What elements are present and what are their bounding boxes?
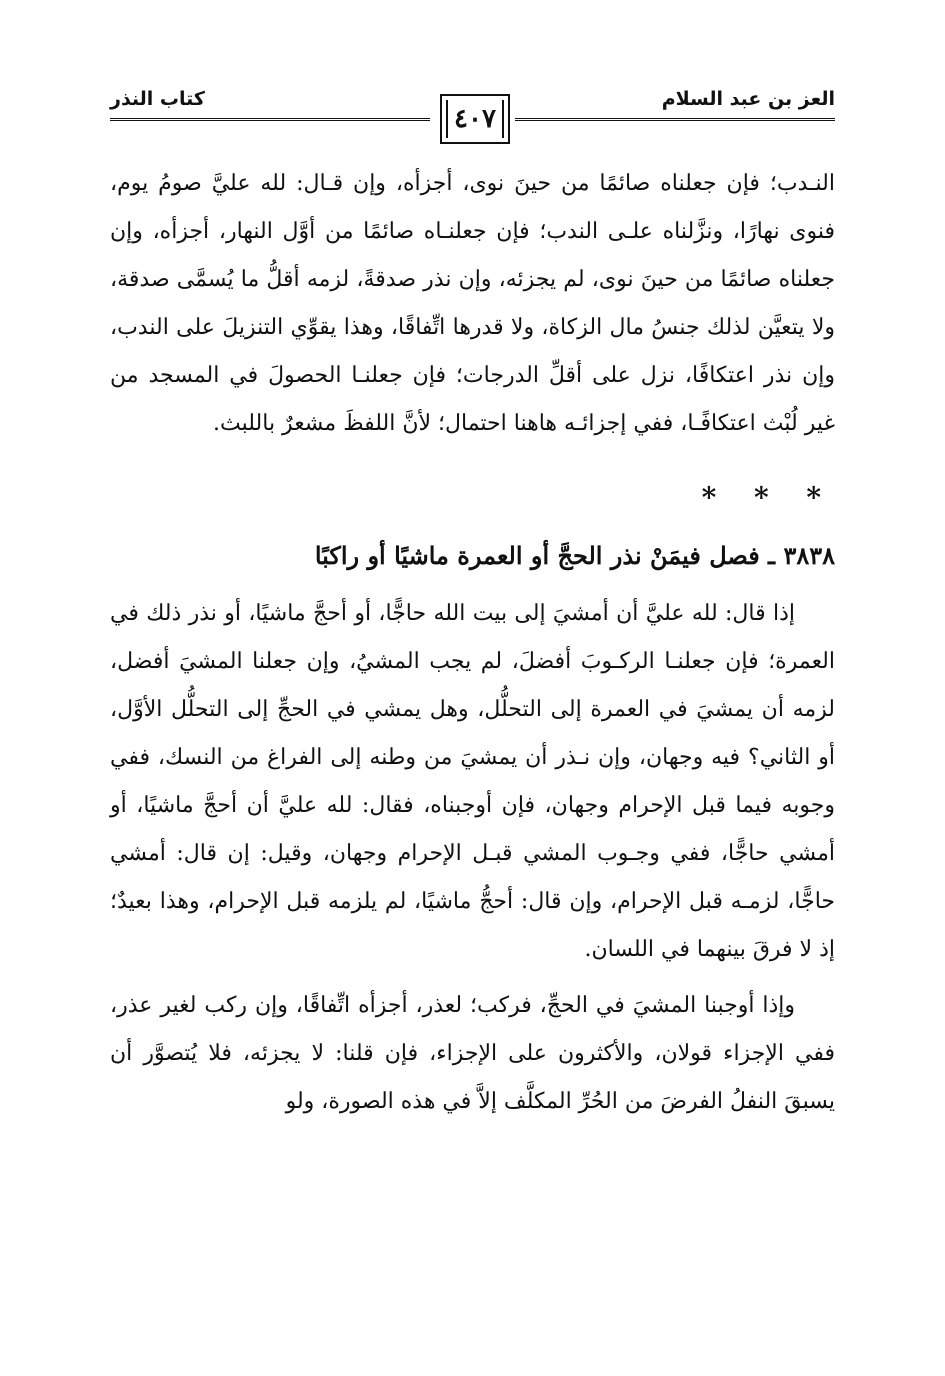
section-separator: * * *	[701, 481, 835, 514]
page-body	[110, 160, 835, 1126]
section-heading: ٣٨٣٨ ـ فصل فيمَنْ نذر الحجَّ أو العمرة ماشيًا أو راكبًا	[314, 541, 835, 570]
page-number: ٤٠٧	[440, 94, 510, 144]
header-author: العز بن عبد السلام	[661, 88, 835, 110]
section-paragraph-1: إذا قال: لله عليَّ أن أمشيَ إلى بيت الله حاجًّا، أو أحجَّ ماشيًا، أو نذر ذلك في العمرة؛ فإن جعلنـا الركـوبَ أفضلَ، لم يجب المشيُ، وإن جعلنا المشيَ أفضل، لزمه أن يمشيَ في العمرة إلى التحلُّل، وهل يمشي في الحجِّ إلى التحلُّل الأوَّل، أو الثاني؟ فيه وجهان، وإن نـذر أن يمشيَ من وطنه إلى الفراغ من النسك، ففي وجوبه فيما قبل الإحرام وجهان، فإن أوجبناه، فقال: لله عليَّ أن أحجَّ ماشيًا، أو أمشي حاجًّا، ففي وجـوب المشي قبـل الإحرام وجهان، وقيل: إن قال: أمشي حاجًّا، لزمـه قبل الإحرام، وإن قال: أحجُّ ماشيًا، لم يلزمه قبل الإحرام، وهذا بعيدٌ؛ إذ لا فرقَ بينهما في اللسان.	[110, 601, 836, 962]
header-book-section: كتاب النذر	[110, 88, 205, 110]
paragraph-gap	[110, 974, 835, 982]
running-header	[110, 88, 835, 158]
section-paragraph-2: وإذا أوجبنا المشيَ في الحجِّ، فركب؛ لعذر، أجزأه اتِّفاقًا، وإن ركب لغير عذر، ففي الإجزاء قولان، والأكثرون على الإجزاء، فإن قلنا: لا يجزئه، فلا يُتصوَّر أن يسبقَ النفلُ الفرضَ من الحُرِّ المكلَّف إلاَّ في هذه الصورة، ولو	[110, 993, 835, 1114]
header-rule-left	[110, 118, 430, 121]
paragraph-continued: النـدب؛ فإن جعلناه صائمًا من حينَ نوى، أجزأه، وإن قـال: لله عليَّ صومُ يوم، فنوى نهارًا، ونزَّلناه علـى الندب؛ فإن جعلنـاه صائمًا من أوَّل النهار، أجزأه، وإن جعلناه صائمًا من حينَ نوى، لم يجزئه، وإن نذر صدقةً، لزمه أقلُّ ما يُسمَّى صدقة، ولا يتعيَّن لذلك جنسُ مال الزكاة، ولا قدرها اتِّفاقًا، وهذا يقوِّي التنزيلَ على الندب، وإن نذر اعتكافًا، نزل على أقلِّ الدرجات؛ فإن جعلنـا الحصولَ في المسجد من غير لُبْث اعتكافًـا، ففي إجزائـه هاهنا احتمال؛ لأنَّ اللفظَ مشعرٌ باللبث.	[110, 171, 835, 436]
header-rule-right	[515, 118, 835, 121]
